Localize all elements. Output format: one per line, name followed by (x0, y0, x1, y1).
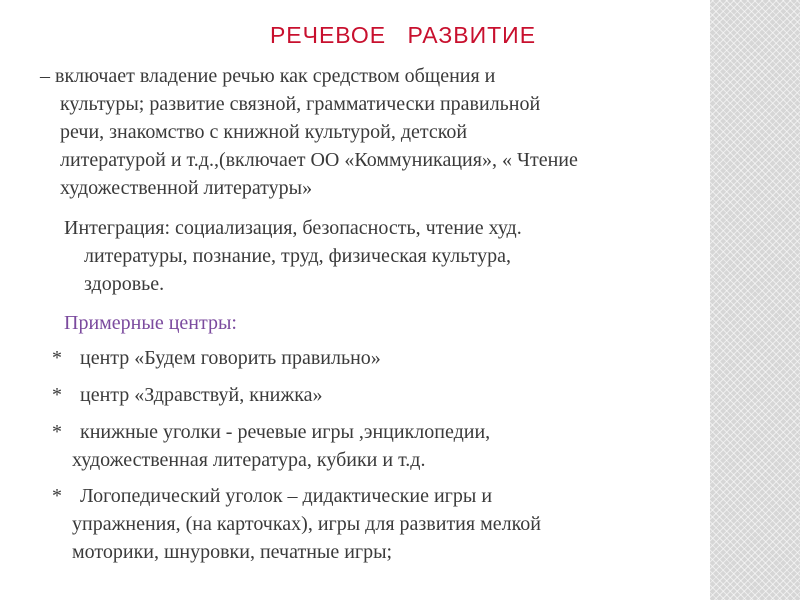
list-item (52, 418, 702, 474)
slide-title: РЕЧЕВОЕ РАЗВИТИЕ (269, 22, 537, 48)
paragraph-line: речи, знакомство с книжной культурой, детской (60, 121, 468, 143)
paragraph-line: литературы, познание, труд, физическая культура, (84, 245, 511, 267)
list-item-text: моторики, шнуровки, печатные игры; (72, 541, 393, 563)
list-item-text: художественная литература, кубики и т.д. (72, 449, 426, 471)
bullet: * (52, 485, 62, 507)
list-item-text: книжные уголки - речевые игры ,энциклопедии, (80, 421, 491, 443)
paragraph-line: культуры; развитие связной, грамматически правильной (60, 93, 541, 115)
paragraph-line: литературой и т.д.,(включает ОО «Коммуникация», « Чтение (60, 149, 578, 171)
list-item (52, 381, 702, 409)
list-item-text: центр «Будем говорить правильно» (80, 347, 381, 369)
paragraph-line: художественной литературы» (60, 177, 313, 199)
list-item-text: упражнения, (на карточках), игры для развития мелкой (72, 513, 542, 535)
list-item-text: центр «Здравствуй, книжка» (80, 384, 323, 406)
paragraph-line: здоровье. (84, 273, 165, 295)
description-paragraph (40, 62, 712, 202)
paragraph-line: – включает владение речью как средством общения и (40, 65, 496, 87)
list-item (52, 344, 702, 372)
integration-paragraph (64, 214, 704, 298)
list-item-text: Логопедический уголок – дидактические игры и (80, 485, 493, 507)
bullet: * (52, 347, 62, 369)
list-item (52, 482, 702, 566)
paragraph-line: Интеграция: социализация, безопасность, чтение худ. (64, 217, 522, 239)
decorative-side-band (710, 0, 800, 600)
centers-heading: Примерные центры: (64, 312, 237, 334)
bullet: * (52, 384, 62, 406)
bullet: * (52, 421, 62, 443)
